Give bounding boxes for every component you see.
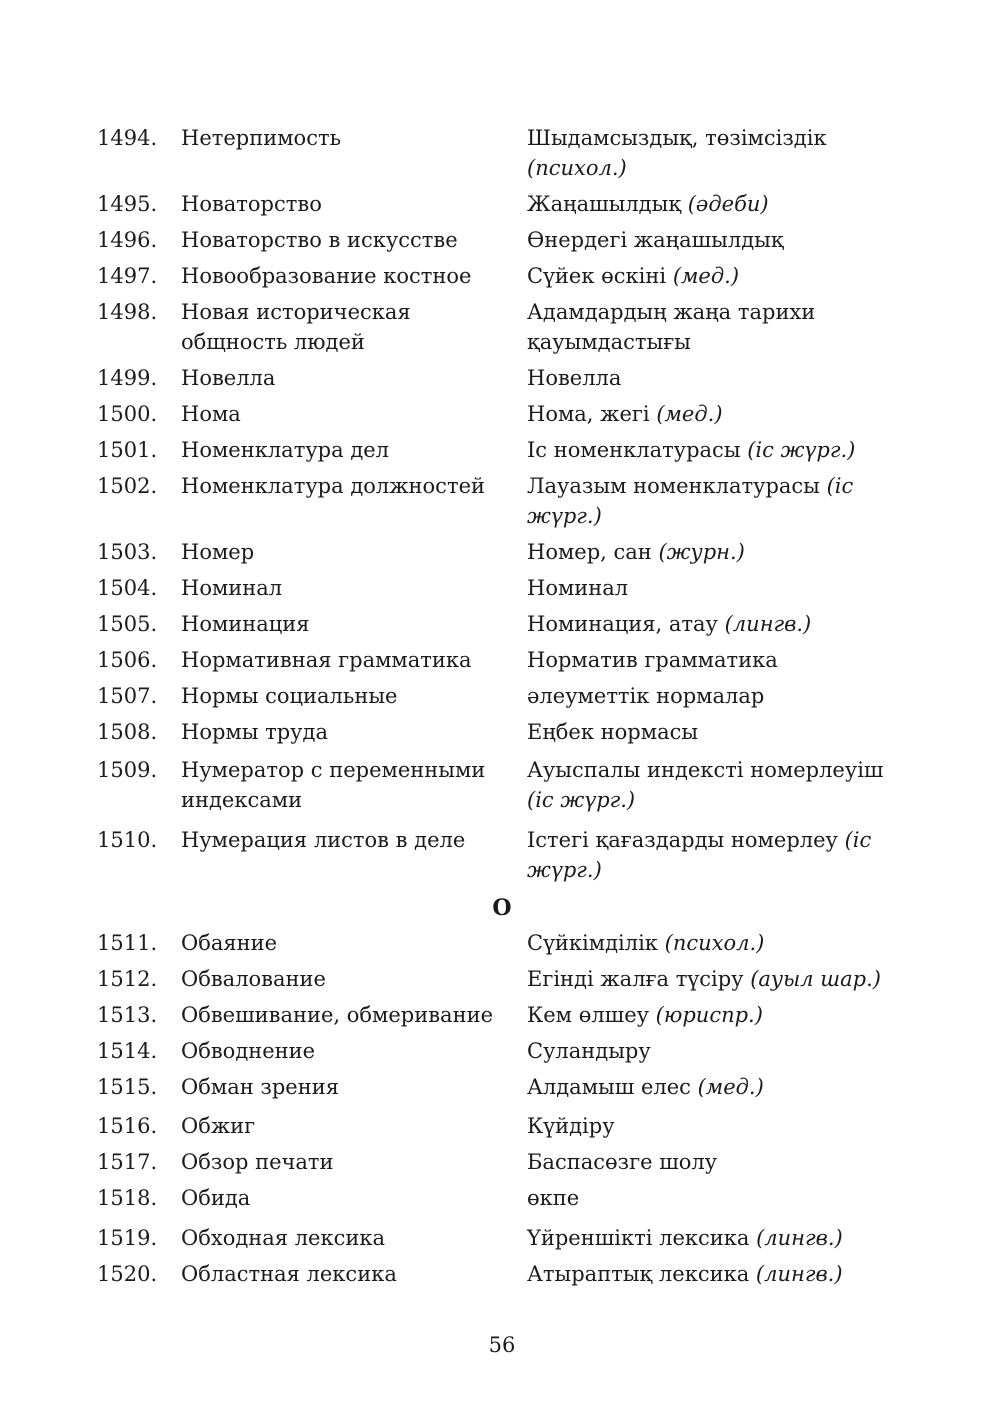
entry-term-russian: Новаторство в искусстве — [181, 228, 458, 252]
section-letter: О — [492, 895, 512, 921]
entry-translation: Суландыру — [527, 1039, 651, 1063]
entry-term-kazakh — [527, 189, 902, 219]
entry-number: 1494. — [97, 126, 158, 150]
entry-number: 1501. — [97, 438, 158, 462]
entry-term-kazakh — [527, 1183, 902, 1213]
entry-domain-note: (әдеби) — [687, 192, 769, 216]
entry-term-russian: Нормативная грамматика — [181, 648, 472, 672]
entry-translation: Үйреншікті лексика — [527, 1226, 750, 1250]
page-number: 56 — [488, 1333, 516, 1357]
entry-number: 1502. — [97, 474, 158, 498]
entry-number: 1520. — [97, 1262, 158, 1286]
entry-term-kazakh — [527, 609, 902, 639]
entry-translation: Лауазым номенклатурасы — [527, 474, 820, 498]
entry-domain-note: (лингв.) — [755, 1262, 843, 1286]
entry-term-russian: Номер — [181, 540, 255, 564]
entry-term-kazakh — [527, 645, 902, 675]
entry-number: 1518. — [97, 1186, 158, 1210]
entry-number: 1519. — [97, 1226, 158, 1250]
entry-term-russian: Обман зрения — [181, 1075, 339, 1099]
entry-term-russian: Обводнение — [181, 1039, 316, 1063]
entry-term-russian: Обаяние — [181, 931, 278, 955]
entry-translation: Сүйкімділік — [527, 931, 658, 955]
entry-translation: Баспасөзге шолу — [527, 1150, 718, 1174]
entry-term-russian: Нумератор с переменными индексами — [181, 758, 486, 812]
entry-translation: әлеуметтік нормалар — [527, 684, 765, 708]
entry-term-russian: Нормы труда — [181, 720, 328, 744]
entry-term-kazakh — [527, 825, 902, 885]
entry-translation: Номер, сан — [527, 540, 652, 564]
entry-term-kazakh — [527, 1072, 902, 1102]
entry-number: 1507. — [97, 684, 158, 708]
entry-term-kazakh — [527, 717, 902, 747]
entry-number: 1503. — [97, 540, 158, 564]
entry-number: 1514. — [97, 1039, 158, 1063]
entry-translation: Өнердегі жаңашылдық — [527, 228, 784, 252]
entry-translation: Новелла — [527, 366, 622, 390]
entry-term-kazakh — [527, 1111, 902, 1141]
entry-domain-note: (мед.) — [672, 264, 740, 288]
entry-number: 1496. — [97, 228, 158, 252]
entry-translation: Атыраптық лексика — [527, 1262, 750, 1286]
entry-term-russian: Номенклатура должностей — [181, 474, 485, 498]
entry-term-russian: Номенклатура дел — [181, 438, 390, 462]
entry-number: 1498. — [97, 300, 158, 324]
entry-number: 1511. — [97, 931, 158, 955]
entry-domain-note: (мед.) — [656, 402, 723, 426]
entry-domain-note: (іс жүрг.) — [747, 438, 856, 462]
entry-term-russian: Обвешивание, обмеривание — [181, 1003, 493, 1027]
entry-term-kazakh — [527, 123, 902, 183]
entry-translation: Номинал — [527, 576, 629, 600]
entry-number: 1505. — [97, 612, 158, 636]
entry-term-russian: Обзор печати — [181, 1150, 334, 1174]
entry-term-kazakh — [527, 964, 902, 994]
entry-domain-note: (психол.) — [527, 156, 627, 180]
entry-domain-note: (іс жүрг.) — [527, 828, 872, 882]
entry-number: 1516. — [97, 1114, 158, 1138]
entry-term-kazakh — [527, 1147, 902, 1177]
entry-number: 1506. — [97, 648, 158, 672]
entry-term-kazakh — [527, 573, 902, 603]
entry-term-kazakh — [527, 363, 902, 393]
entry-number: 1495. — [97, 192, 158, 216]
entry-term-russian: Новообразование костное — [181, 264, 472, 288]
entry-term-russian: Обжиг — [181, 1114, 256, 1138]
entry-term-russian: Нумерация листов в деле — [181, 828, 466, 852]
entry-translation: Шыдамсыздық, төзімсіздік — [527, 126, 827, 150]
entry-domain-note: (ауыл шар.) — [750, 967, 881, 991]
entry-term-russian: Нормы социальные — [181, 684, 398, 708]
entry-term-russian: Нетерпимость — [181, 126, 342, 150]
entry-number: 1515. — [97, 1075, 158, 1099]
entry-term-russian: Обида — [181, 1186, 251, 1210]
entry-translation: Нома, жегі — [527, 402, 650, 426]
entry-domain-note: (психол.) — [664, 931, 765, 955]
entry-term-kazakh — [527, 261, 902, 291]
entry-term-kazakh — [527, 225, 902, 255]
entry-domain-note: (лингв.) — [756, 1226, 843, 1250]
entry-translation: Алдамыш елес — [527, 1075, 691, 1099]
entry-term-russian: Номинация — [181, 612, 310, 636]
entry-translation: Номинация, атау — [527, 612, 718, 636]
entry-number: 1510. — [97, 828, 158, 852]
entry-domain-note: (мед.) — [697, 1075, 764, 1099]
entry-number: 1499. — [97, 366, 158, 390]
entry-domain-note: (журн.) — [658, 540, 745, 564]
entry-domain-note: (юриспр.) — [655, 1003, 763, 1027]
entry-term-kazakh — [527, 681, 902, 711]
entry-term-kazakh — [527, 928, 902, 958]
entry-term-russian: Нома — [181, 402, 241, 426]
entry-translation: Жаңашылдық — [527, 192, 682, 216]
entry-translation: Норматив грамматика — [527, 648, 778, 672]
entry-number: 1500. — [97, 402, 158, 426]
entry-term-russian: Обходная лексика — [181, 1226, 386, 1250]
entry-term-kazakh — [527, 471, 902, 531]
entry-translation: Ауыспалы индексті номерлеуіш — [527, 758, 884, 782]
entry-term-kazakh — [527, 755, 902, 815]
entry-term-russian: Новая историческая общность людей — [181, 300, 411, 354]
entry-domain-note: (лингв.) — [724, 612, 812, 636]
entry-translation: Еңбек нормасы — [527, 720, 699, 744]
entry-translation: Күйдіру — [527, 1114, 615, 1138]
entry-number: 1508. — [97, 720, 158, 744]
entry-translation: Іс номенклатурасы — [527, 438, 741, 462]
entry-term-russian: Областная лексика — [181, 1262, 397, 1286]
entry-domain-note: (іс жүрг.) — [527, 474, 854, 528]
entry-term-kazakh — [527, 1259, 902, 1289]
entry-term-kazakh — [527, 399, 902, 429]
entry-number: 1513. — [97, 1003, 158, 1027]
entry-domain-note: (іс жүрг.) — [527, 788, 636, 812]
entry-term-russian: Новаторство — [181, 192, 322, 216]
entry-translation: Істегі қағаздарды номерлеу — [527, 828, 838, 852]
entry-translation: Адамдардың жаңа тарихи қауымдастығы — [527, 300, 816, 354]
entry-number: 1497. — [97, 264, 158, 288]
entry-term-kazakh — [527, 537, 902, 567]
entry-number: 1512. — [97, 967, 158, 991]
entry-term-kazakh — [527, 435, 902, 465]
entry-term-russian: Новелла — [181, 366, 276, 390]
entry-translation: Егінді жалға түсіру — [527, 967, 744, 991]
entry-term-kazakh — [527, 1036, 902, 1066]
entry-term-kazakh — [527, 297, 902, 357]
entry-term-kazakh — [527, 1223, 902, 1253]
entry-number: 1509. — [97, 758, 158, 782]
entry-translation: Сүйек өскіні — [527, 264, 667, 288]
entry-number: 1517. — [97, 1150, 158, 1174]
entry-translation: өкпе — [527, 1186, 580, 1210]
entry-translation: Кем өлшеу — [527, 1003, 649, 1027]
entry-term-russian: Обвалование — [181, 967, 326, 991]
entry-term-kazakh — [527, 1000, 902, 1030]
entry-term-russian: Номинал — [181, 576, 283, 600]
entry-number: 1504. — [97, 576, 158, 600]
